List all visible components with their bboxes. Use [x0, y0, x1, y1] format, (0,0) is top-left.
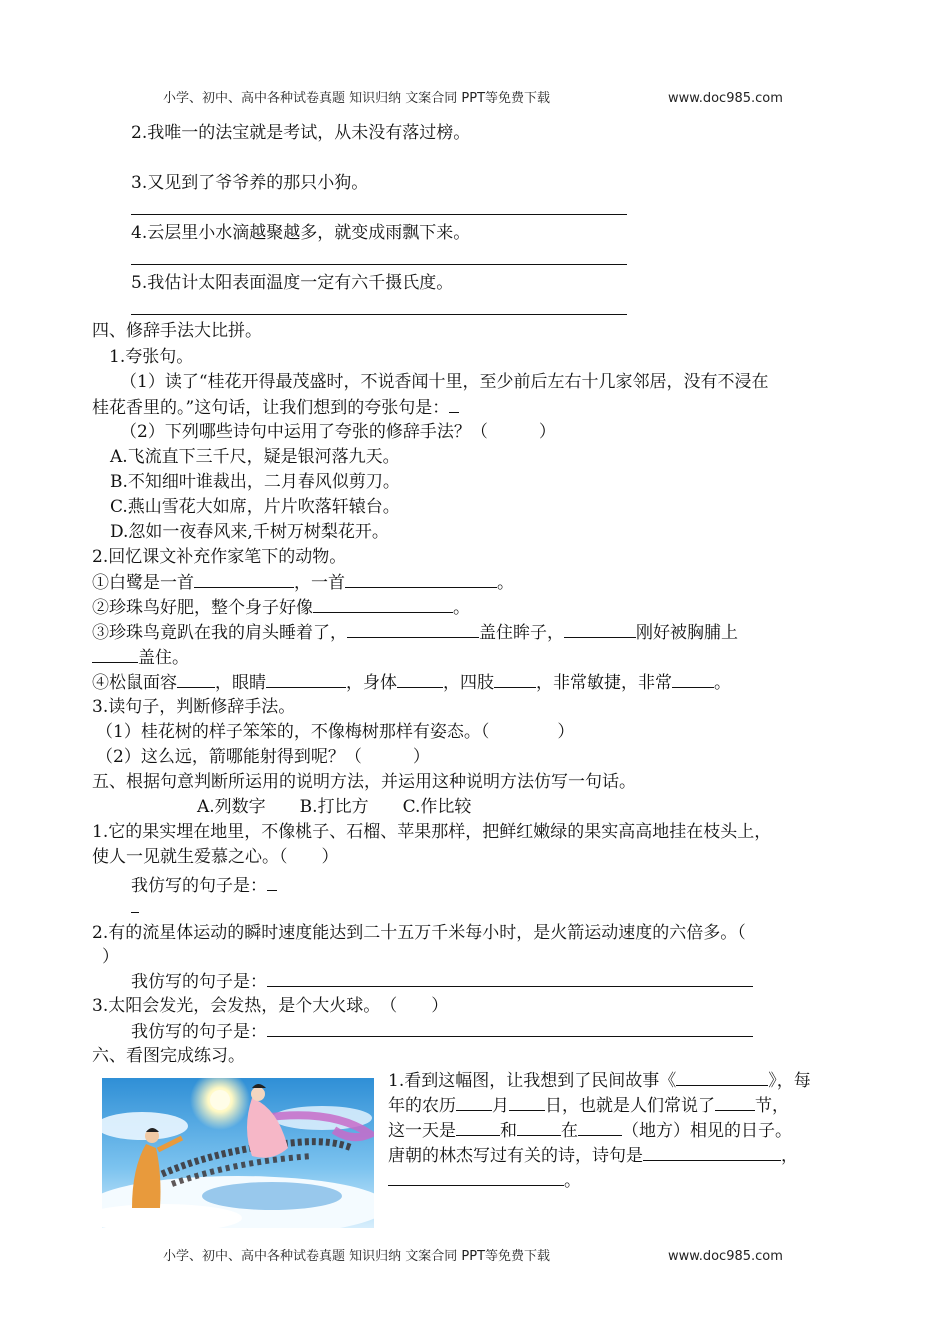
- blank[interactable]: [672, 671, 714, 688]
- blank[interactable]: [313, 596, 453, 613]
- s6-l3-3: 在: [561, 1121, 578, 1141]
- a3b: 盖住。: [138, 648, 189, 668]
- s3-q4: 4.云层里小水滴越聚越多，就变成雨飘下来。: [131, 223, 471, 243]
- blank[interactable]: [266, 671, 346, 688]
- blank[interactable]: [397, 671, 443, 688]
- a1-end: 。: [497, 573, 514, 593]
- blank[interactable]: [177, 671, 215, 688]
- a4-6: 。: [714, 673, 731, 693]
- s4-p2: （2）下列哪些诗句中运用了夸张的修辞手法？（ ）: [120, 422, 556, 442]
- s6-line-1: [388, 1069, 811, 1092]
- a4-3: ，身体: [346, 673, 397, 693]
- blank[interactable]: [449, 396, 459, 413]
- s6-l1-end: 》，每: [768, 1071, 811, 1091]
- qixi-illustration: [102, 1078, 374, 1228]
- imitate-2: [131, 970, 753, 993]
- header-right: www.doc985.com: [668, 91, 783, 106]
- s6-l5: 。: [564, 1171, 581, 1191]
- s6-line-4: [388, 1144, 798, 1167]
- a3-pre: ③珍珠鸟竟趴在我的肩头睡着了，: [92, 623, 347, 643]
- s3-q2: 2.我唯一的法宝就是考试，从未没有落过榜。: [131, 123, 471, 143]
- s4-p1b: [92, 396, 459, 419]
- s5-q2b: ）: [102, 947, 119, 967]
- judge-1: （1）桂花树的样子笨笨的，不像梅树那样有姿态。（ ）: [96, 722, 575, 742]
- a3-mid: 盖住眸子，: [479, 623, 564, 643]
- s4-p1b-text: 桂花香里的。”这句话，让我们想到的夸张句是：: [92, 398, 450, 418]
- blank[interactable]: [267, 874, 277, 891]
- s6-line-5: [388, 1169, 581, 1192]
- s5-q2a: 2.有的流星体运动的瞬时速度能达到二十五万千米每小时，是火箭运动速度的六倍多。（: [92, 923, 746, 943]
- blank[interactable]: [494, 671, 536, 688]
- footer-right: www.doc985.com: [668, 1249, 783, 1264]
- answer-line: [131, 314, 627, 315]
- s6-l2-4: 节，: [755, 1096, 789, 1116]
- s4-sub1: 1.夸张句。: [109, 347, 194, 367]
- judge-2: （2）这么远，箭哪能射得到呢？（ ）: [96, 747, 430, 767]
- blank[interactable]: [456, 1119, 500, 1136]
- animal-line-3: [92, 621, 738, 644]
- s6-l4-1: 唐朝的林杰写过有关的诗，诗句是: [388, 1146, 643, 1166]
- section-6-title: 六、看图完成练习。: [92, 1046, 245, 1066]
- a1-pre: ①白鹭是一首: [92, 573, 194, 593]
- a2-end: 。: [453, 598, 470, 618]
- imitate-label: 我仿写的句子是：: [131, 972, 267, 992]
- blank[interactable]: [267, 970, 753, 987]
- s6-l2-1: 年的农历: [388, 1096, 456, 1116]
- blank[interactable]: [347, 621, 479, 638]
- answer-line: [131, 264, 627, 265]
- header-left: 小学、初中、高中各种试卷真题 知识归纳 文案合同 PPT等免费下载: [163, 91, 551, 106]
- a3-end: 刚好被胸脯上: [636, 623, 738, 643]
- section-5-title: 五、根据句意判断所运用的说明方法，并运用这种说明方法仿写一句话。: [92, 772, 636, 792]
- blank[interactable]: [715, 1094, 755, 1111]
- imitate-label: 我仿写的句子是：: [131, 876, 267, 896]
- option-d: D.忽如一夜春风来,千树万树梨花开。: [110, 522, 389, 542]
- s6-line-3: [388, 1119, 792, 1142]
- footer-left: 小学、初中、高中各种试卷真题 知识归纳 文案合同 PPT等免费下载: [163, 1249, 551, 1264]
- s5-q1b: 使人一见就生爱慕之心。（ ）: [92, 847, 339, 867]
- a4-5: ，非常敏捷，非常: [536, 673, 672, 693]
- animal-line-1: [92, 571, 514, 594]
- s3-q3: 3.又见到了爷爷养的那只小狗。: [131, 173, 369, 193]
- a1-mid: ，一首: [294, 573, 345, 593]
- s6-l3-4: （地方）相见的日子。: [622, 1121, 792, 1141]
- s3-q5: 5.我估计太阳表面温度一定有六千摄氏度。: [131, 273, 454, 293]
- a4-1: ④松鼠面容: [92, 673, 177, 693]
- imitate-1: [131, 874, 277, 897]
- s6-l1-pre: 1.看到这幅图，让我想到了民间故事《: [388, 1071, 677, 1091]
- s6-l3-1: 这一天是: [388, 1121, 456, 1141]
- blank[interactable]: [388, 1169, 564, 1186]
- blank[interactable]: [92, 646, 138, 663]
- blank[interactable]: [578, 1119, 622, 1136]
- blank[interactable]: [194, 571, 294, 588]
- s4-sub2: 2.回忆课文补充作家笔下的动物。: [92, 547, 347, 567]
- s5-q3: 3.太阳会发光，会发热，是个大火球。 （ ）: [92, 996, 449, 1016]
- s6-l3-2: 和: [500, 1121, 517, 1141]
- s6-line-2: [388, 1094, 789, 1117]
- section-4-title: 四、修辞手法大比拼。: [92, 321, 262, 341]
- imitate-3: [131, 1020, 753, 1043]
- blank[interactable]: [456, 1094, 492, 1111]
- animal-line-4: [92, 671, 731, 694]
- a2-pre: ②珍珠鸟好肥，整个身子好像: [92, 598, 313, 618]
- blank[interactable]: [267, 1020, 753, 1037]
- a4-2: ，眼睛: [215, 673, 266, 693]
- blank[interactable]: [643, 1144, 781, 1161]
- a4-4: ，四肢: [443, 673, 494, 693]
- option-c: C.燕山雪花大如席，片片吹落轩辕台。: [110, 497, 400, 517]
- animal-line-3b: [92, 646, 189, 669]
- answer-line: [131, 214, 627, 215]
- s4-p1a: （1）读了“桂花开得最茂盛时，不说香闻十里，至少前后左右十几家邻居，没有不浸在: [120, 372, 769, 392]
- s6-l2-3: 日，也就是人们常说了: [545, 1096, 715, 1116]
- option-b: B.不知细叶谁裁出，二月春风似剪刀。: [110, 472, 400, 492]
- s4-sub3: 3.读句子，判断修辞手法。: [92, 697, 296, 717]
- blank[interactable]: [345, 571, 497, 588]
- blank[interactable]: [509, 1094, 545, 1111]
- qixi-scene-icon: [102, 1078, 374, 1228]
- s6-l2-2: 月: [492, 1096, 509, 1116]
- blank[interactable]: [517, 1119, 561, 1136]
- s6-l4-2: ，: [781, 1146, 798, 1166]
- answer-line: [131, 912, 139, 913]
- method-options: A.列数字 B.打比方 C.作比较: [197, 797, 472, 817]
- s5-q1a: 1.它的果实埋在地里，不像桃子、石榴、苹果那样，把鲜红嫩绿的果实高高地挂在枝头上，: [92, 822, 772, 842]
- animal-line-2: [92, 596, 470, 619]
- option-a: A.飞流直下三千尺，疑是银河落九天。: [110, 447, 400, 467]
- imitate-label: 我仿写的句子是：: [131, 1022, 267, 1042]
- blank[interactable]: [564, 621, 636, 638]
- blank[interactable]: [676, 1069, 768, 1086]
